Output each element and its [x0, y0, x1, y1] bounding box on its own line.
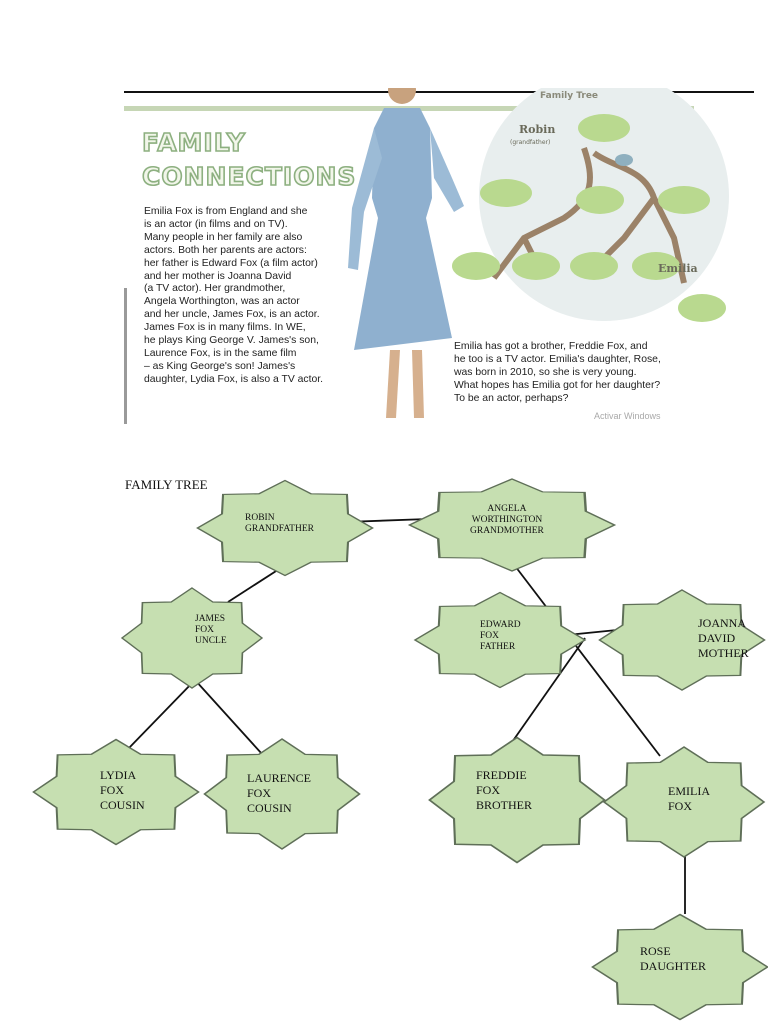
family-tree-title: FAMILY TREE	[125, 477, 208, 492]
node-freddie: FREDDIE FOX BROTHER	[476, 768, 533, 812]
node-robin: ROBIN GRANDFATHER	[245, 513, 314, 534]
article-paragraph-2: Emilia has got a brother, Freddie Fox, and he too is a TV actor. Emilia's daughter, Rose, was born in 2010, so she is very young. What hopes has Emilia got for her daughter? To be an actor, perhaps?	[454, 341, 661, 404]
star-james	[122, 588, 262, 688]
heading-family: FAMILY	[142, 128, 246, 157]
article-paragraph-1: Emilia Fox is from England and she is an actor (in films and on TV). Many people in her family are also actors. Both her parents are actors: her father is Edward Fox (a film actor) and her mother is Joanna David (a TV actor). Her grandmother, Angela Worthington, was an actor and her uncle, James Fox, is an actor. James Fox is in many films. In WE, he plays King George V. James's son, Laurence Fox, is in the same film – as King George's son! James's daughter, Lydia Fox, is also a TV actor.	[144, 206, 324, 385]
mini-tree-robin: Robin	[519, 123, 556, 136]
node-laurence: LAURENCE FOX COUSIN	[247, 771, 311, 815]
node-joanna: JOANNA DAVID MOTHER	[698, 616, 749, 660]
node-james: JAMES FOX UNCLE	[195, 614, 227, 646]
mini-tree-caption: Family Tree	[540, 91, 599, 101]
heading-connections: CONNECTIONS	[142, 162, 357, 191]
mini-tree-emilia: Emilia	[658, 262, 698, 275]
node-lydia: LYDIA FOX COUSIN	[100, 768, 145, 812]
mini-tree-robin-role: (grandfather)	[510, 139, 551, 146]
activation-watermark: Activar Windows	[594, 411, 661, 421]
node-rose: ROSE DAUGHTER	[640, 944, 706, 973]
node-edward: EDWARD FOX FATHER	[480, 620, 521, 652]
connector-lines	[128, 519, 685, 914]
node-angela: ANGELA WORTHINGTON GRANDMOTHER	[470, 504, 544, 536]
node-emilia: EMILIA FOX	[668, 784, 710, 813]
line-james-lydia	[128, 680, 195, 749]
line-james-laurence	[195, 680, 262, 754]
